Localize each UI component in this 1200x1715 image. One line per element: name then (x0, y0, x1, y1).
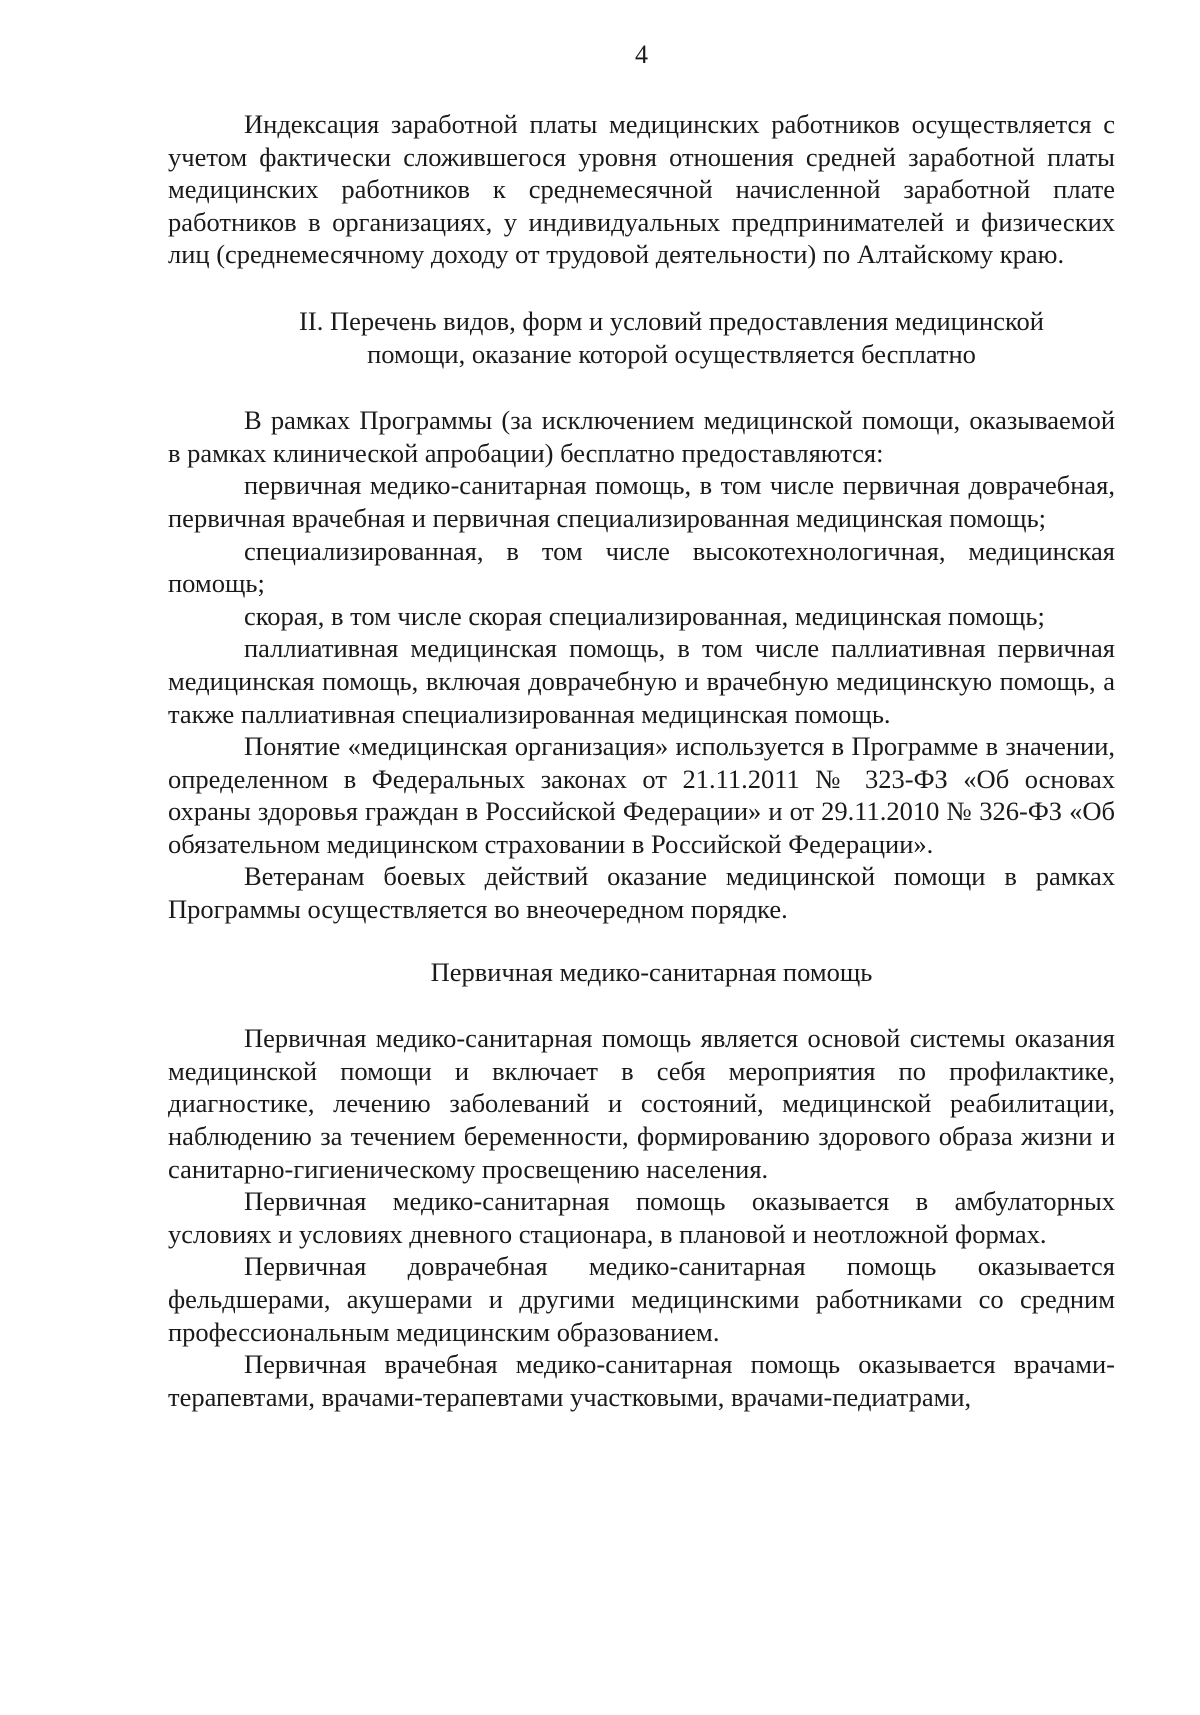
section-title-line-1: II. Перечень видов, форм и условий предоставления медицинской (299, 305, 1044, 336)
subsection-title: Первичная медико-санитарная помощь (430, 956, 873, 987)
spacer (168, 76, 1115, 108)
page-number: 4 (635, 40, 648, 69)
section-title (168, 305, 1115, 370)
spacer (168, 271, 1115, 305)
list-item-emergency-care: скорая, в том числе скорая специализированная, медицинская помощь; (244, 600, 1045, 631)
paragraph-salary-indexation: Индексация заработной платы медицинских работников осуществляется с учетом фактически сложившегося уровня отношения средней заработной платы медицинских работников к среднемесячной начисленной заработной плате работников в организациях, у индивидуальных предпринимателей и физических лиц (среднемесячному доходу от трудовой деятельности) по Алтайскому краю. (168, 109, 1115, 270)
section-title-line-2: помощи, оказание которой осуществляется бесплатно (367, 338, 976, 369)
paragraph-primary-care-conditions: Первичная медико-санитарная помощь оказывается в амбулаторных условиях и условиях дневного стационара, в плановой и неотложной формах. (168, 1186, 1115, 1249)
spacer (168, 988, 1115, 1022)
paragraph-prephysician-care: Первичная доврачебная медико-санитарная помощь оказывается фельдшерами, акушерами и другими медицинскими работниками со средним профессиональным медицинским образованием. (168, 1251, 1115, 1347)
spacer (168, 370, 1115, 404)
spacer (168, 926, 1115, 956)
list-item-palliative-care: паллиативная медицинская помощь, в том числе паллиативная первичная медицинская помощь, включая доврачебную и врачебную медицинскую помощь, а также паллиативная специализированная медицинская помощь. (168, 633, 1115, 729)
document-page (168, 40, 1115, 1413)
paragraph-program-scope: В рамках Программы (за исключением медицинской помощи, оказываемой в рамках клинической апробации) бесплатно предоставляются: (168, 405, 1115, 468)
list-item-specialized-care: специализированная, в том числе высокотехнологичная, медицинская помощь; (168, 535, 1115, 599)
paragraph-veterans: Ветеранам боевых действий оказание медицинской помощи в рамках Программы осуществляется во внеочередном порядке. (168, 861, 1115, 925)
list-item-primary-care: первичная медико-санитарная помощь, в том числе первичная доврачебная, первичная врачебная и первичная специализированная медицинская помощь; (168, 470, 1115, 533)
paragraph-primary-care-basis: Первичная медико-санитарная помощь является основой системы оказания медицинской помощи и включает в себя мероприятия по профилактике, диагностике, лечению заболеваний и состояний, медицинской реабилитации, наблюдению за течением беременности, формированию здорового образа жизни и санитарно-гигиеническому просвещению населения. (168, 1023, 1115, 1184)
paragraph-medical-organization-definition: Понятие «медицинская организация» используется в Программе в значении, определенном в Федеральных законах от 21.11.2011 № 323-ФЗ «Об основах охраны здоровья граждан в Российской Федерации» и от 29.11.2010 № 326-ФЗ «Об обязательном медицинском страховании в Российской Федерации». (168, 731, 1115, 859)
paragraph-physician-care: Первичная врачебная медико-санитарная помощь оказывается врачами-терапевтами, врачами-терапевтами участковыми, врачами-педиатрами, (168, 1349, 1115, 1412)
